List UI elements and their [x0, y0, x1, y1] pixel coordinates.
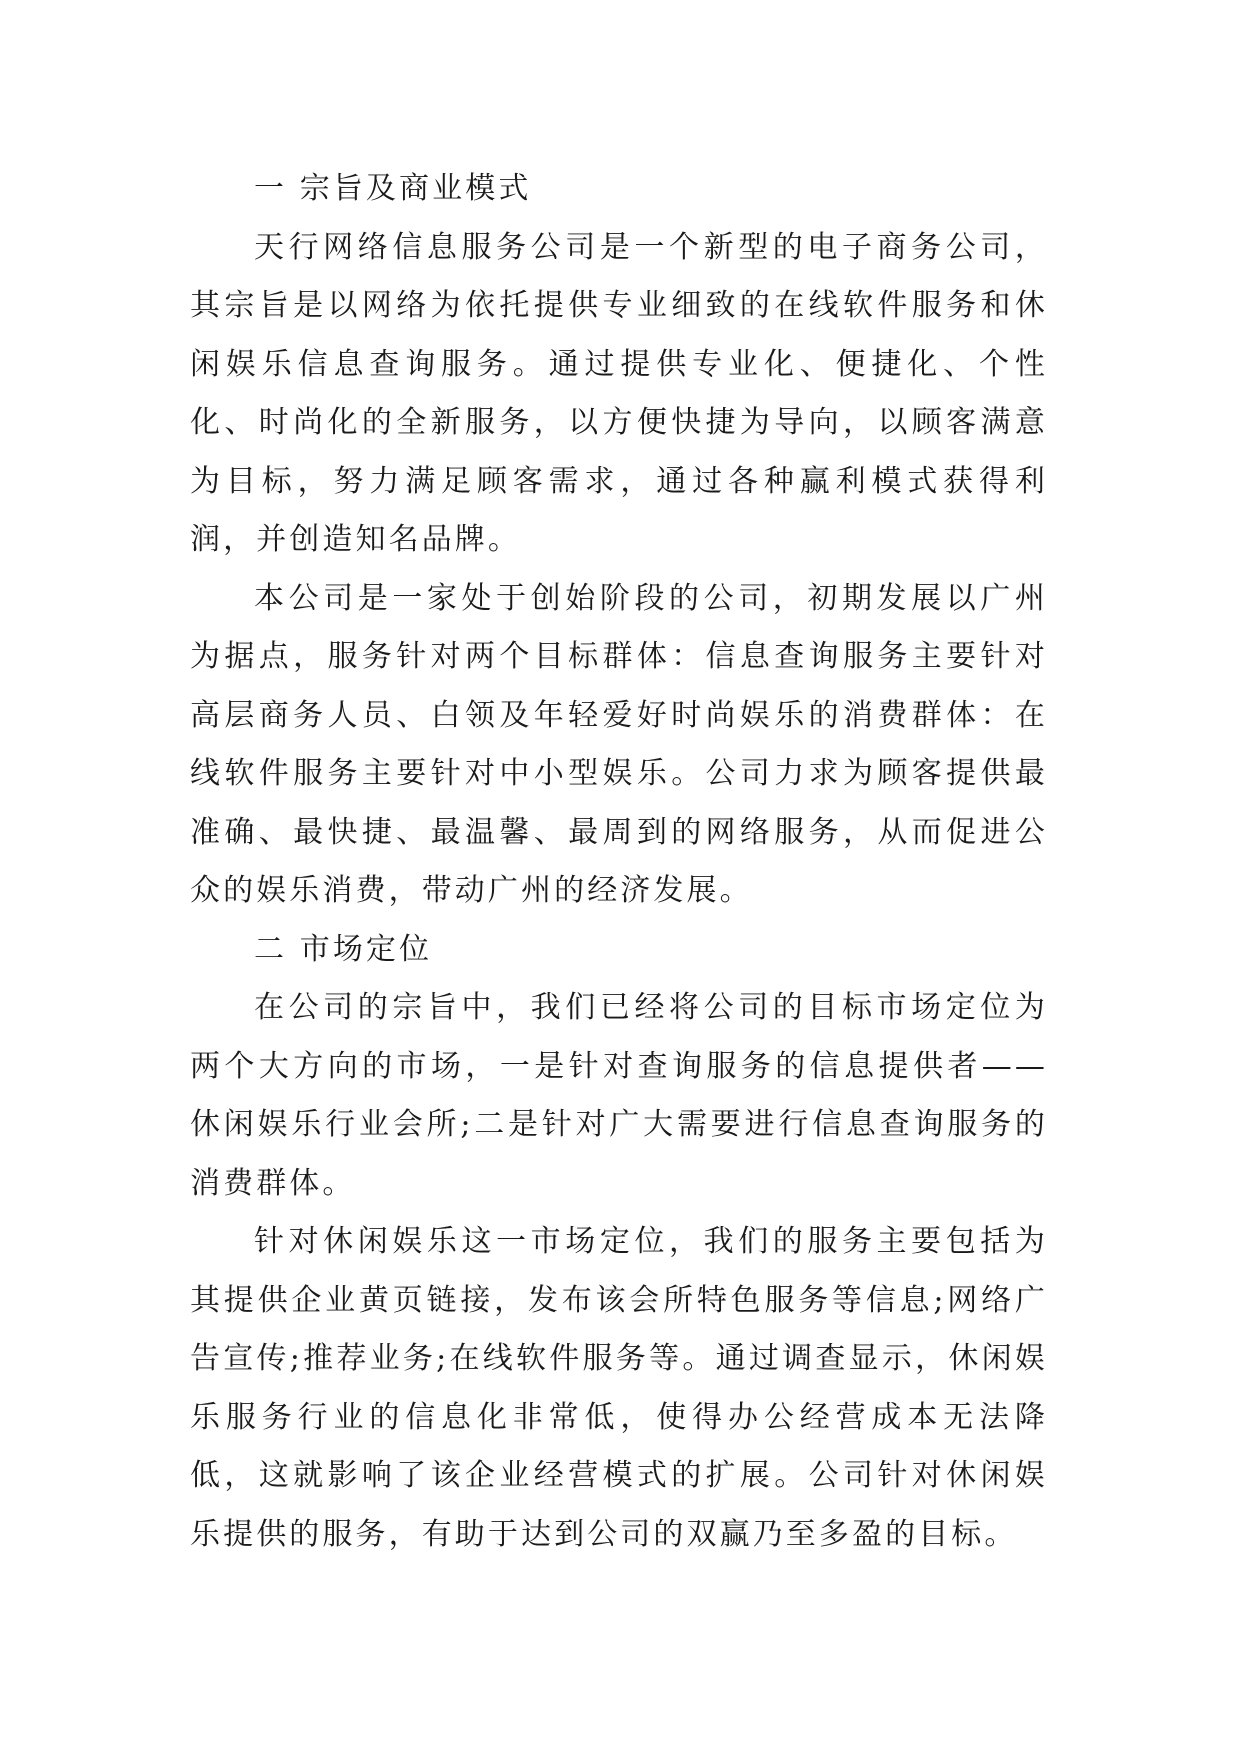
paragraph-target-market: 在公司的宗旨中，我们已经将公司的目标市场定位为两个大方向的市场，一是针对查询服务的信息提供者——休闲娱乐行业会所;二是针对广大需要进行信息查询服务的消费群体。	[190, 990, 1048, 1201]
paragraph-company-purpose: 天行网络信息服务公司是一个新型的电子商务公司，其宗旨是以网络为依托提供专业细致的在线软件服务和休闲娱乐信息查询服务。通过提供专业化、便捷化、个性化、时尚化的全新服务，以方便快捷为导向，以顾客满意为目标，努力满足顾客需求，通过各种赢利模式获得利润，并创造知名品牌。	[190, 229, 1048, 557]
paragraph-company-stage: 本公司是一家处于创始阶段的公司，初期发展以广州为据点，服务针对两个目标群体：信息查询服务主要针对高层商务人员、白领及年轻爱好时尚娱乐的消费群体：在线软件服务主要针对中小型娱乐。公司力求为顾客提供最准确、最快捷、最温馨、最周到的网络服务，从而促进公众的娱乐消费，带动广州的经济发展。	[190, 580, 1048, 908]
section-heading-market-positioning: 二 市场定位	[254, 931, 433, 967]
document-body	[190, 160, 1048, 1564]
paragraph-leisure-services: 针对休闲娱乐这一市场定位，我们的服务主要包括为其提供企业黄页链接，发布该会所特色服务等信息;网络广告宣传;推荐业务;在线软件服务等。通过调查显示，休闲娱乐服务行业的信息化非常低，使得办公经营成本无法降低，这就影响了该企业经营模式的扩展。公司针对休闲娱乐提供的服务，有助于达到公司的双赢乃至多盈的目标。	[190, 1224, 1048, 1552]
section-heading-purpose: 一 宗旨及商业模式	[254, 171, 532, 206]
